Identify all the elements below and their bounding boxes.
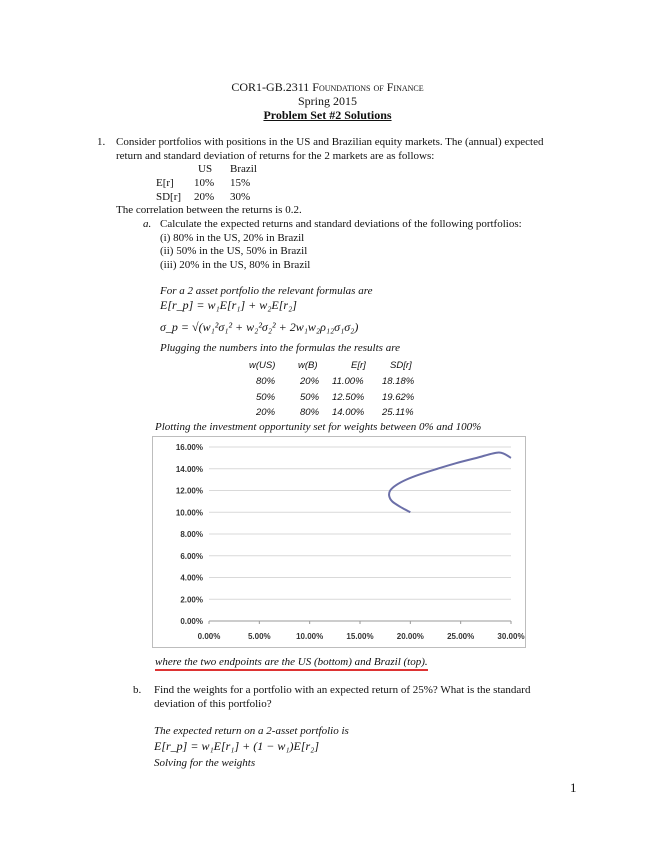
- formula-std-dev: σ_p = √(w₁²σ₁² + w₂²σ₂² + 2w₁w₂ρ₁₂σ₁σ₂): [160, 320, 359, 334]
- x-tick-label: 5.00%: [247, 632, 271, 641]
- results-cell: 25.11%: [382, 407, 414, 418]
- part-b-answer-intro: The expected return on a 2-asset portfolio is: [154, 725, 349, 737]
- y-tick-label: 0.00%: [180, 617, 203, 626]
- x-tick-label: 0.00%: [197, 632, 221, 641]
- part-a-letter: a.: [143, 218, 152, 230]
- endpoint-note: [155, 656, 428, 668]
- y-tick-label: 2.00%: [180, 595, 203, 605]
- table-row-label: E[r]: [156, 177, 174, 189]
- table-cell: 30%: [230, 191, 251, 203]
- table-cell: 10%: [194, 177, 215, 189]
- x-tick-label: 15.00%: [346, 632, 374, 641]
- x-tick-label: 30.00%: [497, 632, 525, 641]
- correlation-text: The correlation between the returns is 0.2.: [116, 204, 302, 216]
- y-tick-label: 12.00%: [175, 486, 203, 496]
- chart-canvas: [153, 437, 525, 647]
- results-header: w(B): [298, 360, 318, 371]
- results-cell: 50%: [300, 392, 320, 403]
- formula-intro: For a 2 asset portfolio the relevant formulas are: [160, 285, 373, 297]
- x-tick-label: 10.00%: [296, 632, 324, 641]
- part-b-solving: Solving for the weights: [154, 757, 256, 769]
- x-tick-label: 25.00%: [447, 632, 475, 641]
- results-cell: 18.18%: [382, 376, 415, 387]
- table-header-us: US: [198, 163, 213, 175]
- page-number: 1: [570, 780, 577, 795]
- results-cell: 20%: [300, 376, 320, 387]
- results-cell: 20%: [256, 407, 276, 418]
- endpoint-note-text: where the two endpoints are the US (bottom) and Brazil (top).: [155, 656, 428, 671]
- results-cell: 14.00%: [332, 407, 365, 418]
- results-cell: 12.50%: [332, 392, 365, 403]
- table-cell: 20%: [194, 191, 215, 203]
- part-a-item: (i) 80% in the US, 20% in Brazil: [160, 232, 305, 244]
- part-b-letter: b.: [133, 684, 142, 696]
- results-cell: 19.62%: [382, 392, 415, 403]
- y-tick-label: 14.00%: [175, 464, 203, 474]
- part-b-text-line1: Find the weights for a portfolio with an expected return of 25%? What is the standard: [154, 684, 531, 696]
- x-tick-label: 20.00%: [396, 632, 424, 641]
- table-header-brazil: Brazil: [230, 163, 257, 175]
- results-cell: 11.00%: [332, 376, 364, 387]
- results-header: w(US): [249, 360, 276, 371]
- part-b-text-line2: deviation of this portfolio?: [154, 698, 272, 710]
- results-cell: 50%: [256, 392, 276, 403]
- results-cell: 80%: [256, 376, 276, 387]
- results-cell: 80%: [300, 407, 320, 418]
- part-a-text: Calculate the expected returns and standard deviations of the following portfolios:: [160, 218, 522, 230]
- question-number: 1.: [97, 136, 106, 148]
- course-title: COR1-GB.2311 Foundations of Finance: [231, 80, 424, 94]
- y-tick-label: 16.00%: [175, 443, 203, 452]
- opportunity-set-line: [389, 452, 511, 512]
- results-header: E[r]: [351, 360, 366, 371]
- y-tick-label: 6.00%: [180, 551, 203, 561]
- table-row-label: SD[r]: [156, 191, 182, 203]
- y-tick-label: 10.00%: [175, 508, 203, 518]
- results-header: SD[r]: [390, 360, 412, 371]
- page-title: Problem Set #2 Solutions: [263, 108, 392, 122]
- question-text-line1: Consider portfolios with positions in the US and Brazilian equity markets. The (annual) expected: [116, 136, 544, 148]
- plot-caption: Plotting the investment opportunity set for weights between 0% and 100%: [155, 421, 482, 433]
- y-tick-label: 4.00%: [180, 573, 203, 583]
- part-a-item: (ii) 50% in the US, 50% in Brazil: [160, 245, 308, 257]
- term: Spring 2015: [297, 94, 357, 108]
- part-b-formula: E[r_p] = w₁E[r₁] + (1 − w₁)E[r₂]: [154, 739, 319, 753]
- part-a-item: (iii) 20% in the US, 80% in Brazil: [160, 259, 311, 271]
- question-text-line2: return and standard deviation of returns for the 2 markets are as follows:: [116, 150, 435, 162]
- formula-expected-return: E[r_p] = w₁E[r₁] + w₂E[r₂]: [160, 298, 297, 312]
- table-cell: 15%: [230, 177, 251, 189]
- y-tick-label: 8.00%: [180, 530, 203, 539]
- opportunity-set-chart: [152, 436, 526, 648]
- plug-text: Plugging the numbers into the formulas the results are: [160, 342, 400, 354]
